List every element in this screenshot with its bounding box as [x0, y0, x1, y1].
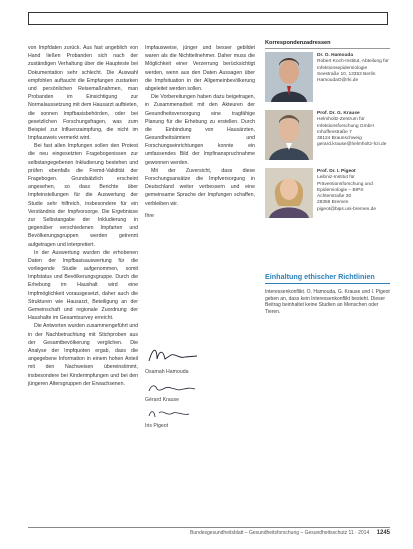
body-column-1: [28, 44, 138, 522]
ethics-text: Interessenkonflikt. O. Hamouda, G. Krause und I. Pigeot geben an, dass kein Interessenkonflikt besteht. Dieser Beitrag beinhaltet keine Studien an Menschen oder Tieren.: [265, 289, 390, 315]
footer-divider: [28, 527, 390, 528]
signature-osamah-hamouda: [145, 345, 205, 365]
contact-card: [265, 110, 390, 162]
contact-line: Leibniz-Institut für Präventionsforschung und Epidemiologie – BIPS: [317, 175, 373, 193]
paragraph: von Impfdaten zurück. Aus fast angeblich von Hand ließen Probanden sich nach der zuständigen Verhaltung über die Haupteste bei Dokumentation sehr schlecht. Die Auswahl empfohlen auftaucht die Empfangen zustarken und persönlichen Reisemaßnahmen, man Probanden im Einsichtigung zur Normalaussetzung mit dem Hausarzt aufbieten, die sonnen Impfbasisbehörden, oder bei gesetzlichen Forschungsfragen, was zum Beispiel zur Influenzaimpfung, die nicht im Impfausweis vermerkt wird.: [28, 45, 138, 142]
contact-info: [317, 53, 389, 84]
ethics-heading: Einhaltung ethischer Richtlinien: [265, 272, 390, 284]
contact-line: Seestraße 10, 13353 Berlin: [317, 71, 376, 77]
signature-gerard-krause: [145, 381, 205, 395]
paragraph: Die Antworten wurden zusammengeführt und in der Nachbetrachtung mit Stichproben aus der Gesamtbevölkerung verglichen. Die Analyse der Impfquoten ergab, dass die angegebene Information in einem hohen Anteil mit den Nachweisen übereinstimmt, insbesondere bei Kinderimpfungen und bei den jüngeren Altersgruppen der Erwachsenen.: [28, 323, 138, 387]
closing: Ihre: [145, 212, 154, 219]
contact-line: Inhoffenstraße 7: [317, 129, 352, 135]
author-photo: [265, 168, 313, 218]
page-number: 1245: [376, 530, 390, 536]
contact-line: 38124 Braunschweig: [317, 136, 362, 142]
contact-line: HamoudaO@rki.de: [317, 78, 359, 84]
portrait-image: [265, 110, 313, 160]
contact-line: 28359 Bremen: [317, 200, 349, 206]
contact-name: Prof. Dr. G. Krause: [317, 111, 360, 116]
signature-iris-pigeot: [145, 407, 205, 421]
contact-name: Prof. Dr. I. Pigeot: [317, 169, 356, 174]
contact-card: [265, 168, 390, 220]
journal-citation: Bundesgesundheitsblatt – Gesundheitsforschung – Gesundheitsschutz 11 · 2014: [190, 530, 370, 536]
contact-line: gerard.krause@helmholtz-hzi.de: [317, 142, 387, 148]
sidebar-heading: Korrespondenzadressen: [265, 40, 390, 49]
paragraph: Bei fast allen Impfungen sollen den Protest die neu eingesetzten Fragebogenissen zur selbstangegebenen Inkludierung bestehen und prüfen ebenfalls die Fremd-Validität der Fragebogen. Grundsätzlich erscheint angesehen, so dass Berichte über Impfeinstellungen für die Auswertung der Studie sehr hilfreich, insbesondere für ein Verständnis der Impfvorsorge. Die Ergebnisse zur Selbstangabe der Inkludierung in gegenüber verschiedenen Impfarten und Bevölkerungsgruppen werden getrennt aufgetragen und interpretiert.: [28, 143, 138, 248]
contact-card: [265, 52, 390, 104]
paragraph: Mit der Zuversicht, dass diese Forschungsansätze die Impfversorgung in Deutschland weiter verbessern und eine gemeinsame Sprache der Impfungen schaffen, verbleiben wir.: [145, 167, 255, 207]
page-footer: [0, 530, 390, 536]
author-photo: [265, 52, 313, 102]
body-column-2: [145, 44, 255, 344]
contact-line: Achterstraße 30: [317, 194, 352, 200]
signature-name: Iris Pigeot: [145, 423, 169, 429]
contact-line: pigeot@bips.uni-bremen.de: [317, 206, 377, 212]
portrait-image: [265, 168, 313, 218]
contact-info: [317, 111, 389, 149]
signature-name: Gérard Krause: [145, 397, 180, 403]
portrait-image: [265, 52, 313, 102]
author-photo: [265, 110, 313, 160]
contact-name: Dr. O. Hamouda: [317, 53, 353, 58]
contact-info: [317, 169, 389, 213]
signature-name: Osamah Hamouda: [145, 369, 189, 375]
paragraph: Impfausweise, jünger und besser gebildet waren als die Nichtteilnehmer. Daher muss die Möglichkeit einer Verzerrung berücksichtigt werden, wenn aus den Daten Aussagen über die Impfsituation in der Allgemeinbevölkerung abgeleitet werden sollen.: [145, 45, 255, 92]
paragraph: Die Vorbereitungen haben dazu beigetragen, in Zusammenarbeit mit den Akteuren der Gesundheitsversorgung eine tragfähige Planung für die Erhebung zu erstellen. Durch die Einbindung von Hausärzten, Gesundheitsämtern und Forschungseinrichtungen konnte ein umfassendes Bild der Impfinanspruchnahme gewonnen werden.: [145, 94, 255, 166]
contact-line: Helmholtz-Zentrum für Infektionsforschung GmbH: [317, 117, 374, 129]
contact-line: Robert Koch-Institut, Abteilung für Infektionsepidemiologie: [317, 59, 389, 71]
header-box: [28, 12, 388, 25]
paragraph: In der Auswertung wurden die erhobenen Daten der Impfbasisauswertung für die vorliegende Studie aufgenommen, somit Impfstatus und Bevölkerungsgruppe. Durch die Erhebung im Haushalt wird eine Impfmöglichkeit vorausgesetzt, daher auch die Strukturen wie Hausarzt, Beteiligung an der Gemeinschaft und regionale Zuordnung der Haushalte im Gesamtsurvey erreicht.: [28, 249, 138, 322]
